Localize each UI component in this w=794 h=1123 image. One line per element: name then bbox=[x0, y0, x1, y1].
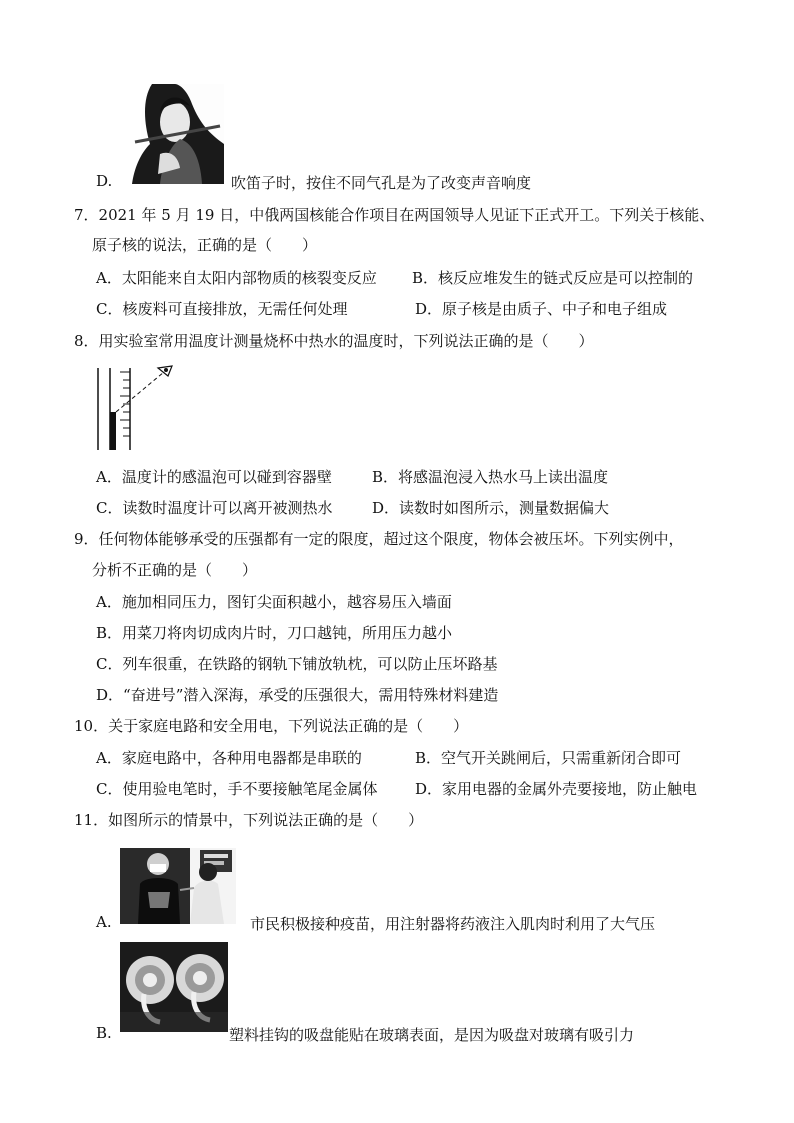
q10-option-b: B．空气开关跳闸后，只需重新闭合即可 bbox=[415, 749, 682, 767]
q8-option-c: C．读数时温度计可以离开被测热水 bbox=[96, 499, 333, 517]
thermometer-diagram bbox=[92, 364, 176, 452]
q8-option-a: A．温度计的感温泡可以碰到容器壁 bbox=[96, 468, 332, 486]
q11-stem: 11．如图所示的情景中，下列说法正确的是（ ） bbox=[74, 811, 424, 829]
q9-option-b: B．用菜刀将肉切成肉片时，刀口越钝，所用压力越小 bbox=[96, 624, 453, 642]
q8-option-d: D．读数时如图所示，测量数据偏大 bbox=[372, 499, 610, 517]
q9-option-c: C．列车很重，在铁路的钢轨下铺放轨枕，可以防止压坏路基 bbox=[96, 655, 498, 673]
q6-option-d-text: 吹笛子时，按住不同气孔是为了改变声音响度 bbox=[231, 174, 532, 192]
q9-option-a: A．施加相同压力，图钉尖面积越小，越容易压入墙面 bbox=[96, 593, 452, 611]
q11-option-b-text: 塑料挂钩的吸盘能贴在玻璃表面，是因为吸盘对玻璃有吸引力 bbox=[229, 1026, 635, 1044]
q7-option-a: A．太阳能来自太阳内部物质的核裂变反应 bbox=[96, 269, 377, 287]
q9-option-d: D．“奋进号”潜入深海，承受的压强很大，需用特殊材料建造 bbox=[96, 686, 499, 704]
q11-option-a-label: A. bbox=[96, 913, 112, 931]
q7-stem-line2: 原子核的说法，正确的是（ ） bbox=[92, 236, 318, 254]
q8-option-b: B．将感温泡浸入热水马上读出温度 bbox=[372, 468, 609, 486]
q11-option-a-text: 市民积极接种疫苗，用注射器将药液注入肌肉时利用了大气压 bbox=[250, 915, 656, 933]
q10-option-d: D．家用电器的金属外壳要接地，防止触电 bbox=[415, 780, 698, 798]
q9-stem-line1: 9．任何物体能够承受的压强都有一定的限度，超过这个限度，物体会被压坏。下列实例中， bbox=[74, 530, 684, 548]
suction-hook-photo bbox=[120, 942, 228, 1032]
q10-option-a: A．家庭电路中，各种用电器都是串联的 bbox=[96, 749, 362, 767]
q11-option-b-label: B. bbox=[96, 1024, 112, 1042]
q7-stem-line1: 7．2021 年 5 月 19 日，中俄两国核能合作项目在两国领导人见证下正式开工。下列关于核能、 bbox=[74, 206, 715, 224]
flute-player-photo bbox=[120, 84, 224, 184]
q7-option-c: C．核废料可直接排放，无需任何处理 bbox=[96, 300, 348, 318]
q9-stem-line2: 分析不正确的是（ ） bbox=[92, 561, 258, 579]
q7-option-b: B．核反应堆发生的链式反应是可以控制的 bbox=[412, 269, 694, 287]
q7-option-d: D．原子核是由质子、中子和电子组成 bbox=[415, 300, 668, 318]
q10-option-c: C．使用验电笔时，手不要接触笔尾金属体 bbox=[96, 780, 378, 798]
vaccination-photo bbox=[120, 848, 236, 924]
q6-option-d-label: D. bbox=[96, 172, 113, 190]
q8-stem: 8．用实验室常用温度计测量烧杯中热水的温度时，下列说法正确的是（ ） bbox=[74, 332, 594, 350]
q10-stem: 10．关于家庭电路和安全用电，下列说法正确的是（ ） bbox=[74, 717, 469, 735]
